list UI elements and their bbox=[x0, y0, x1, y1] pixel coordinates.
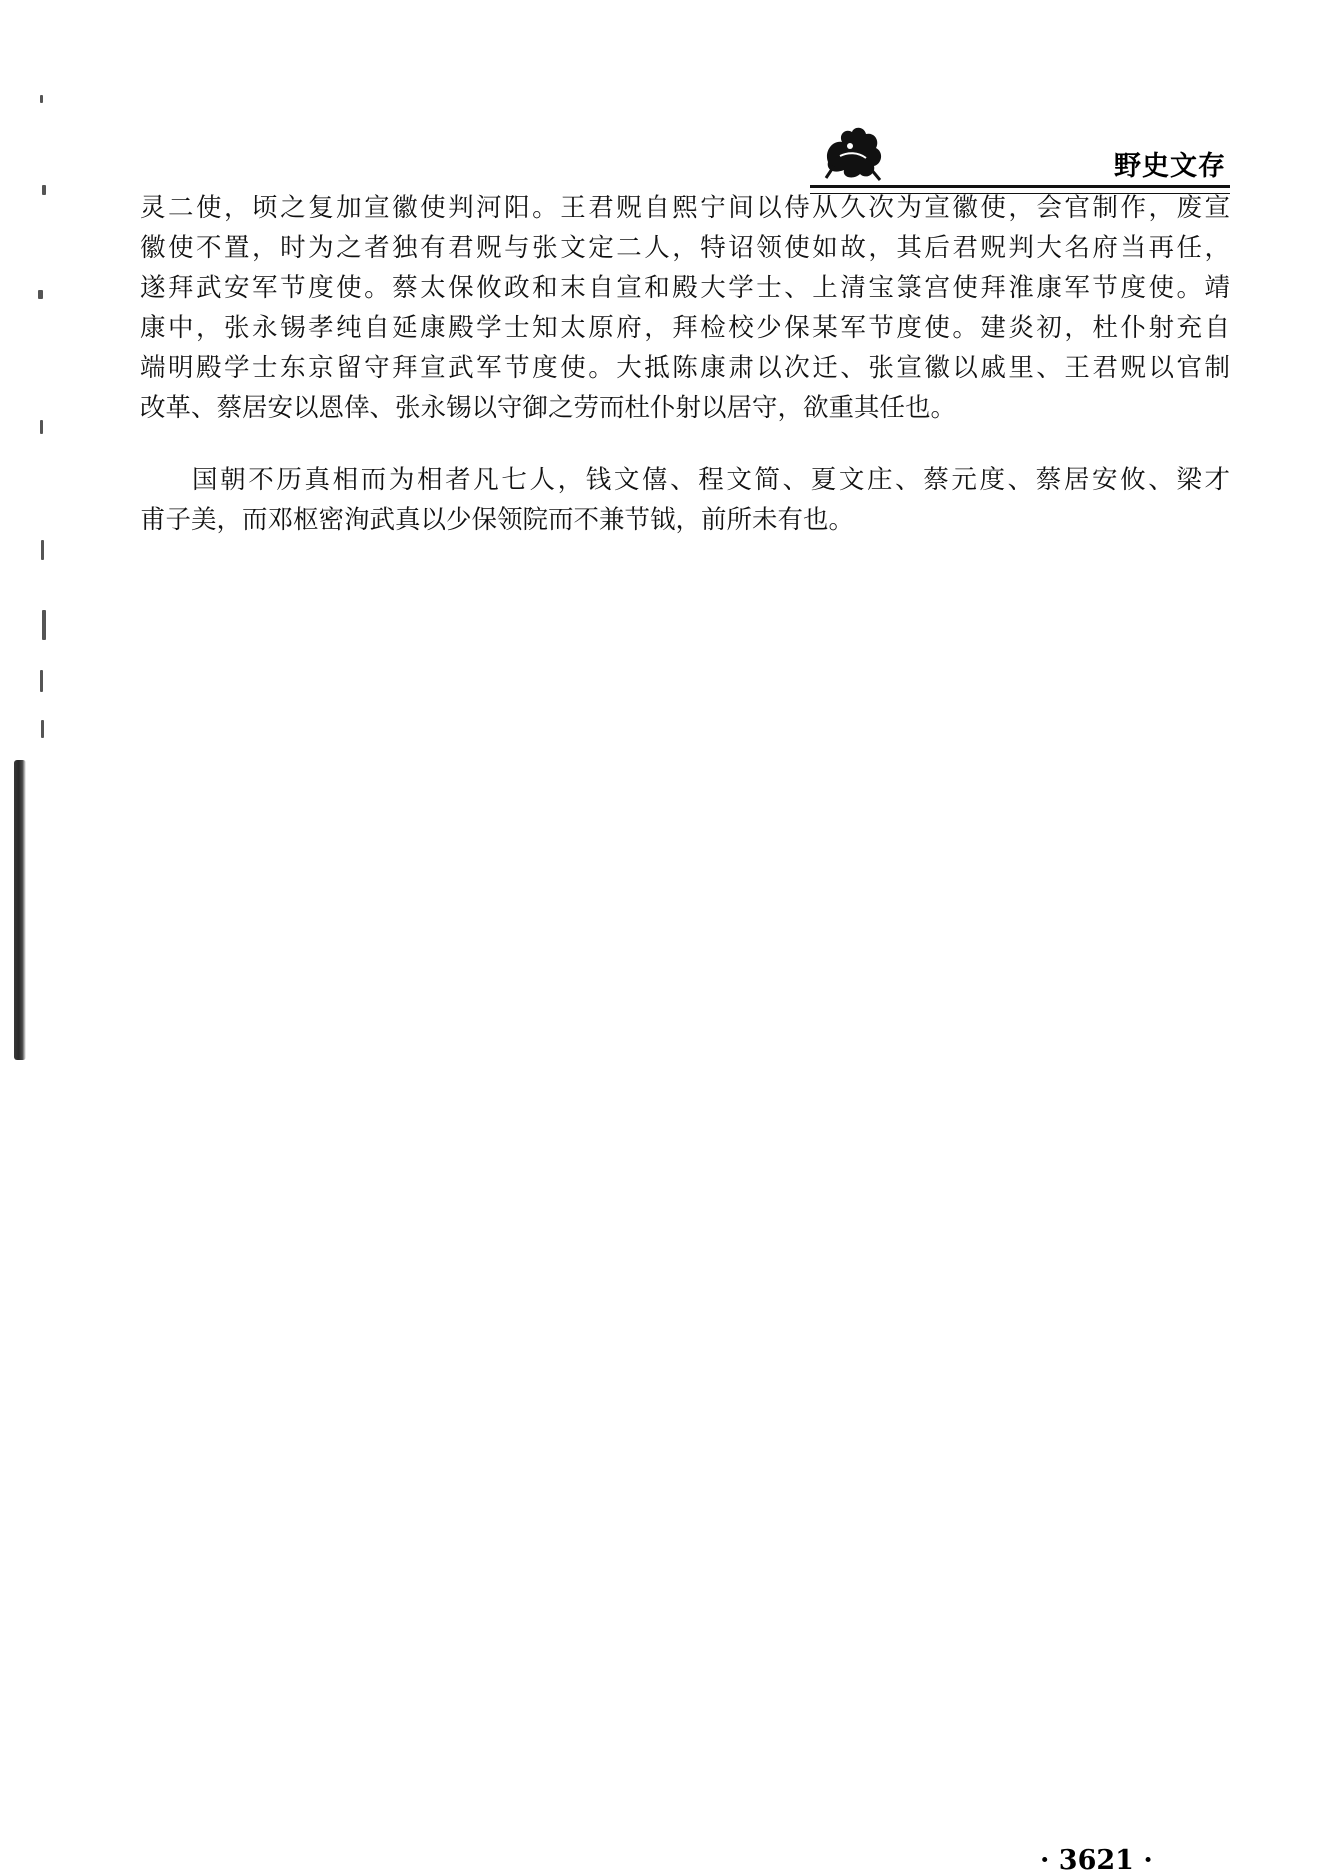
scan-speck bbox=[41, 540, 44, 560]
scan-speck bbox=[38, 290, 43, 299]
text-line: 遂拜武安军节度使。蔡太保攸政和末自宣和殿大学士、上清宝箓宫使拜淮康军节度使。靖 bbox=[140, 273, 1230, 303]
paragraph-gap bbox=[140, 428, 1230, 460]
scan-speck bbox=[40, 95, 43, 103]
paragraph bbox=[140, 188, 1230, 428]
section-title: 野史文存 bbox=[1114, 151, 1226, 182]
scan-speck bbox=[42, 610, 46, 640]
text-line: 康中，张永锡孝纯自延康殿学士知太原府，拜检校少保某军节度使。建炎初，杜仆射充自 bbox=[140, 313, 1230, 343]
text-line: 甫子美，而邓枢密洵武真以少保领院而不兼节钺，前所未有也。 bbox=[140, 505, 855, 535]
scan-speck bbox=[41, 720, 44, 738]
text-line: 灵二使，顷之复加宣徽使判河阳。王君贶自熙宁间以侍从久次为宣徽使，会官制作，废宣 bbox=[140, 193, 1230, 223]
running-header bbox=[810, 118, 1230, 188]
text-line: 徽使不置，时为之者独有君贶与张文定二人，特诏领使如故，其后君贶判大名府当再任， bbox=[140, 233, 1230, 263]
text-line: 国朝不历真相而为相者凡七人，钱文僖、程文简、夏文庄、蔡元度、蔡居安攸、梁才 bbox=[192, 465, 1230, 495]
scan-speck bbox=[42, 185, 46, 195]
text-line: 改革、蔡居安以恩倖、张永锡以守御之劳而杜仆射以居守，欲重其任也。 bbox=[140, 393, 957, 423]
main-text bbox=[140, 188, 1230, 540]
scan-binding-shadow bbox=[14, 760, 26, 1060]
paragraph bbox=[140, 460, 1230, 540]
dragon-emblem-icon bbox=[820, 122, 890, 184]
scan-speck bbox=[40, 420, 43, 434]
page-number: · 3621 · bbox=[1040, 1845, 1153, 1876]
text-line: 端明殿学士东京留守拜宣武军节度使。大抵陈康肃以次迁、张宣徽以戚里、王君贶以官制 bbox=[140, 353, 1230, 383]
scan-speck bbox=[40, 670, 43, 692]
